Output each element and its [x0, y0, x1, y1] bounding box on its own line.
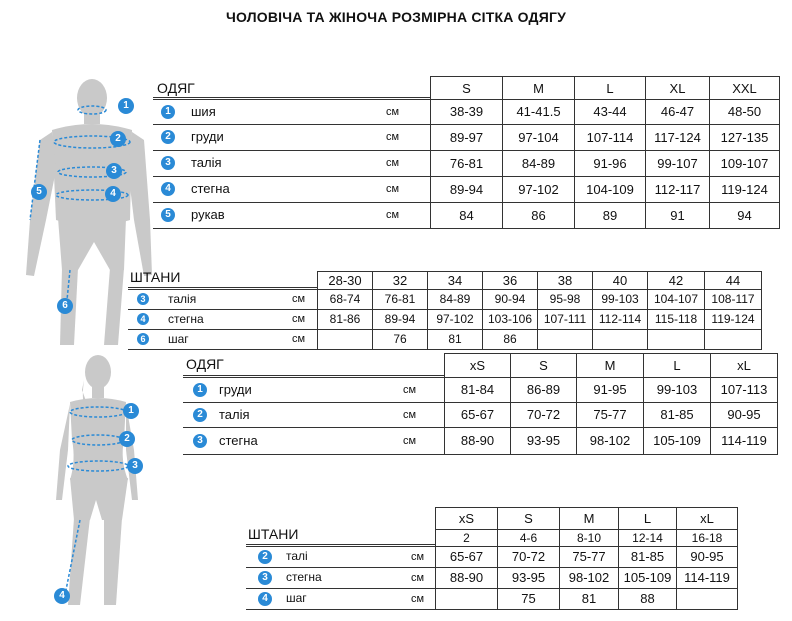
- men-top-size-l: L: [574, 76, 645, 99]
- row-unit: см: [411, 551, 425, 563]
- women-top-rows: [183, 377, 778, 455]
- women-top-heading: ОДЯГ: [186, 356, 224, 372]
- men-top-header-line: [153, 97, 430, 98]
- men-pants-size: 32: [372, 271, 427, 289]
- women-pants-header-line: [246, 544, 435, 545]
- men-top-row: [153, 203, 780, 229]
- row-number-badge: 2: [161, 130, 175, 144]
- value-cell: [676, 589, 738, 609]
- women-pants-subsize: 8-10: [559, 529, 618, 546]
- man-marker-3: 3: [106, 163, 122, 179]
- women-pants-row: [246, 568, 738, 589]
- value-cell: 81-85: [618, 547, 676, 567]
- row-unit: см: [386, 157, 400, 169]
- row-number-badge: 3: [161, 156, 175, 170]
- value-cell: 38-39: [430, 100, 502, 124]
- men-top-rows: [153, 99, 780, 229]
- value-cell: 84-89: [427, 290, 482, 309]
- value-cell: 97-104: [502, 125, 574, 150]
- value-cell: 105-109: [618, 568, 676, 588]
- value-cell: 70-72: [497, 547, 559, 567]
- man-marker-5: 5: [31, 184, 47, 200]
- row-number-badge: 3: [137, 293, 149, 305]
- row-number-badge: 6: [137, 333, 149, 345]
- value-cell: 88-90: [435, 568, 497, 588]
- value-cell: 114-119: [710, 428, 778, 454]
- value-cell: 65-67: [435, 547, 497, 567]
- value-cell: 107-111: [537, 310, 592, 329]
- value-cell: 88: [618, 589, 676, 609]
- men-pants-header-line: [128, 287, 317, 288]
- value-cell: 68-74: [317, 290, 372, 309]
- value-cell: 107-114: [574, 125, 645, 150]
- row-unit: см: [292, 333, 306, 345]
- row-label: талі: [286, 549, 308, 563]
- value-cell: 94: [709, 203, 780, 228]
- value-cell: [704, 330, 762, 349]
- value-cell: 99-107: [645, 151, 709, 176]
- value-cell: 48-50: [709, 100, 780, 124]
- men-pants-size: 34: [427, 271, 482, 289]
- row-number-badge: 4: [161, 182, 175, 196]
- value-cell: 112-117: [645, 177, 709, 202]
- value-cell: 76: [372, 330, 427, 349]
- row-label: стегна: [219, 433, 258, 448]
- value-cell: 76-81: [430, 151, 502, 176]
- row-unit: см: [403, 435, 417, 447]
- women-pants-subsize: 16-18: [676, 529, 738, 546]
- women-pants-size: M: [559, 507, 618, 529]
- women-pants-heading: ШТАНИ: [248, 526, 299, 542]
- row-unit: см: [403, 384, 417, 396]
- value-cell: 115-118: [647, 310, 704, 329]
- woman-marker-2: 2: [119, 431, 135, 447]
- value-cell: 86-89: [510, 378, 576, 402]
- men-top-size-xl: XL: [645, 76, 709, 99]
- women-top-header-line: [183, 375, 444, 376]
- men-pants-size: 38: [537, 271, 592, 289]
- value-cell: 99-103: [643, 378, 710, 402]
- row-unit: см: [292, 293, 306, 305]
- value-cell: 112-114: [592, 310, 647, 329]
- value-cell: [435, 589, 497, 609]
- row-unit: см: [386, 106, 400, 118]
- value-cell: 117-124: [645, 125, 709, 150]
- value-cell: 97-102: [427, 310, 482, 329]
- row-unit: см: [386, 131, 400, 143]
- men-top-row: [153, 151, 780, 177]
- row-number-badge: 2: [258, 550, 272, 564]
- women-pants-size: xS: [435, 507, 497, 529]
- value-cell: 86: [482, 330, 537, 349]
- row-number-badge: 1: [193, 383, 207, 397]
- men-pants-heading: ШТАНИ: [130, 269, 181, 285]
- row-label: талія: [168, 292, 197, 306]
- row-label: шаг: [168, 332, 189, 346]
- value-cell: 98-102: [576, 428, 643, 454]
- value-cell: 114-119: [676, 568, 738, 588]
- value-cell: 108-117: [704, 290, 762, 309]
- value-cell: 84-89: [502, 151, 574, 176]
- man-marker-6: 6: [57, 298, 73, 314]
- row-number-badge: 4: [258, 592, 272, 606]
- value-cell: 86: [502, 203, 574, 228]
- page-title: ЧОЛОВІЧА ТА ЖІНОЧА РОЗМІРНА СІТКА ОДЯГУ: [225, 9, 567, 25]
- row-number-badge: 3: [193, 434, 207, 448]
- value-cell: 104-107: [647, 290, 704, 309]
- women-top-row: [183, 377, 778, 403]
- value-cell: 41-41.5: [502, 100, 574, 124]
- row-label: талія: [219, 407, 250, 422]
- value-cell: 75: [497, 589, 559, 609]
- value-cell: 103-106: [482, 310, 537, 329]
- value-cell: 75-77: [559, 547, 618, 567]
- value-cell: 98-102: [559, 568, 618, 588]
- women-pants-rows: [246, 546, 738, 610]
- value-cell: [647, 330, 704, 349]
- women-top-size: M: [576, 353, 643, 377]
- value-cell: 109-107: [709, 151, 780, 176]
- row-label: стегна: [168, 312, 204, 326]
- women-pants-table: [246, 507, 746, 607]
- value-cell: 93-95: [497, 568, 559, 588]
- men-pants-row: [128, 310, 762, 330]
- value-cell: 119-124: [704, 310, 762, 329]
- men-top-row: [153, 99, 780, 125]
- men-pants-row: [128, 289, 762, 310]
- value-cell: 97-102: [502, 177, 574, 202]
- men-top-size-xxl: XXL: [709, 76, 780, 99]
- value-cell: 95-98: [537, 290, 592, 309]
- woman-figure: [20, 350, 150, 610]
- row-number-badge: 1: [161, 105, 175, 119]
- row-label: рукав: [191, 207, 225, 222]
- value-cell: 99-103: [592, 290, 647, 309]
- row-unit: см: [411, 572, 425, 584]
- women-top-size: xL: [710, 353, 778, 377]
- women-pants-row: [246, 589, 738, 610]
- value-cell: 105-109: [643, 428, 710, 454]
- row-unit: см: [403, 409, 417, 421]
- woman-marker-1: 1: [123, 403, 139, 419]
- value-cell: 75-77: [576, 403, 643, 427]
- value-cell: 43-44: [574, 100, 645, 124]
- value-cell: 89-94: [430, 177, 502, 202]
- man-marker-2: 2: [110, 131, 126, 147]
- value-cell: 81-84: [444, 378, 510, 402]
- woman-marker-4: 4: [54, 588, 70, 604]
- men-top-table: [153, 76, 783, 231]
- women-pants-subsize: 4-6: [497, 529, 559, 546]
- value-cell: 119-124: [709, 177, 780, 202]
- women-top-size: L: [643, 353, 710, 377]
- men-pants-size: 44: [704, 271, 762, 289]
- value-cell: 89-97: [430, 125, 502, 150]
- value-cell: [317, 330, 372, 349]
- value-cell: 46-47: [645, 100, 709, 124]
- women-top-row: [183, 403, 778, 428]
- row-number-badge: 4: [137, 313, 149, 325]
- value-cell: 93-95: [510, 428, 576, 454]
- row-label: груди: [191, 129, 224, 144]
- value-cell: 70-72: [510, 403, 576, 427]
- men-top-row: [153, 177, 780, 203]
- man-marker-1: 1: [118, 98, 134, 114]
- value-cell: 89-94: [372, 310, 427, 329]
- women-pants-size: S: [497, 507, 559, 529]
- value-cell: 91: [645, 203, 709, 228]
- men-pants-size: 40: [592, 271, 647, 289]
- men-pants-rows: [128, 289, 762, 350]
- value-cell: 90-95: [710, 403, 778, 427]
- women-top-row: [183, 428, 778, 455]
- row-unit: см: [292, 313, 306, 325]
- women-top-size: xS: [444, 353, 510, 377]
- men-pants-size: 28-30: [317, 271, 372, 289]
- value-cell: [537, 330, 592, 349]
- women-pants-size: xL: [676, 507, 738, 529]
- row-number-badge: 2: [193, 408, 207, 422]
- value-cell: 81: [559, 589, 618, 609]
- woman-marker-3: 3: [127, 458, 143, 474]
- men-top-size-m: M: [502, 76, 574, 99]
- value-cell: 90-94: [482, 290, 537, 309]
- value-cell: 127-135: [709, 125, 780, 150]
- man-marker-4: 4: [105, 186, 121, 202]
- women-top-size: S: [510, 353, 576, 377]
- row-label: шия: [191, 104, 216, 119]
- value-cell: 89: [574, 203, 645, 228]
- value-cell: 91-95: [576, 378, 643, 402]
- value-cell: 81-86: [317, 310, 372, 329]
- row-unit: см: [386, 209, 400, 221]
- row-label: груди: [219, 382, 252, 397]
- value-cell: 81: [427, 330, 482, 349]
- row-unit: см: [411, 593, 425, 605]
- value-cell: 88-90: [444, 428, 510, 454]
- value-cell: 65-67: [444, 403, 510, 427]
- men-pants-row: [128, 330, 762, 350]
- value-cell: 81-85: [643, 403, 710, 427]
- women-pants-subsize: 12-14: [618, 529, 676, 546]
- row-label: стегна: [286, 570, 322, 584]
- row-unit: см: [386, 183, 400, 195]
- women-pants-subsize: 2: [435, 529, 497, 546]
- value-cell: 90-95: [676, 547, 738, 567]
- men-top-row: [153, 125, 780, 151]
- women-pants-row: [246, 546, 738, 568]
- row-label: талія: [191, 155, 222, 170]
- men-pants-size: 36: [482, 271, 537, 289]
- value-cell: 107-113: [710, 378, 778, 402]
- men-top-heading: ОДЯГ: [157, 80, 195, 96]
- women-top-table: [183, 353, 783, 453]
- row-number-badge: 3: [258, 571, 272, 585]
- men-pants-table: [128, 268, 788, 348]
- value-cell: 104-109: [574, 177, 645, 202]
- value-cell: 84: [430, 203, 502, 228]
- women-pants-size: L: [618, 507, 676, 529]
- row-label: шаг: [286, 591, 307, 605]
- value-cell: [592, 330, 647, 349]
- value-cell: 91-96: [574, 151, 645, 176]
- row-label: стегна: [191, 181, 230, 196]
- row-number-badge: 5: [161, 208, 175, 222]
- value-cell: 76-81: [372, 290, 427, 309]
- men-pants-size: 42: [647, 271, 704, 289]
- men-top-size-s: S: [430, 76, 502, 99]
